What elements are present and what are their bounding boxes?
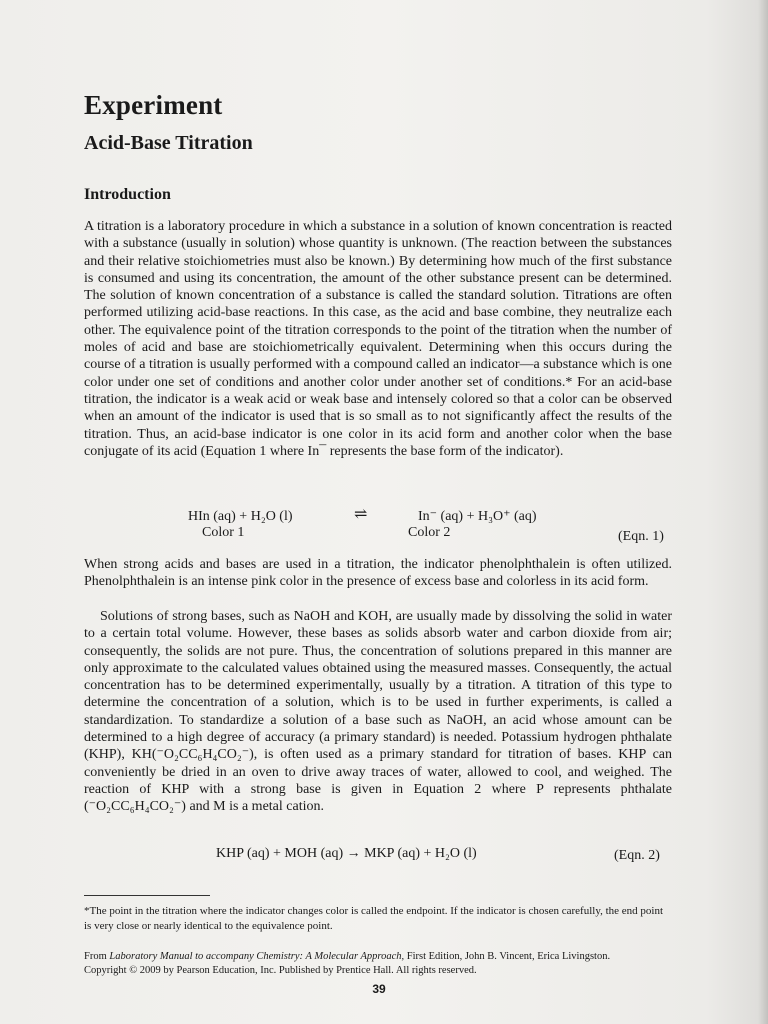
credit-copyright: Copyright © 2009 by Pearson Education, Inc. Published by Prentice Hall. All rights reserved. xyxy=(84,965,477,976)
credit-from: From xyxy=(84,951,107,962)
standardization-paragraph: Solutions of strong bases, such as NaOH and KOH, are usually made by dissolving the solid in water to a certain total volume. However, these bases as solids absorb water and carbon dioxide from air; consequently, the solids are not pure. Thus, the concentration of solutions prepared in this manner are only approximate to the calculated values obtained using the measured masses. Consequently, the actual concentration has to be determined experimentally, usually by a titration. A titration of this type to determine the concentration of a solution, which is to be used in further experiments, is called a standardization. To standardize a solution of a base such as NaOH, an acid whose amount can be determined to a high degree of accuracy (a primary standard) is needed. Potassium hydrogen phthalate (KHP), KH(⁻O₂CC₆H₄CO₂⁻), is often used as a primary standard for titration of bases. KHP can conveniently be dried in an oven to drive away traces of water, allowed to cool, and weighed. The reaction of KHP with a strong base is given in Equation 2 where P represents phthalate (⁻O₂CC₆H₄CO₂⁻) and M is a metal cation. xyxy=(84,609,672,815)
equation-1-number: (Eqn. 1) xyxy=(618,529,664,544)
equation-1-left-label: Color 1 xyxy=(202,525,245,540)
experiment-subtitle: Acid-Base Titration xyxy=(84,132,253,154)
equation-2-number: (Eqn. 2) xyxy=(614,848,660,863)
equation-2-text: KHP (aq) + MOH (aq) → MKP (aq) + H₂O (l) xyxy=(216,846,477,861)
credit-book-title: Laboratory Manual to accompany Chemistry: A Molecular Approach, xyxy=(109,951,405,962)
page-edge-shadow xyxy=(758,0,768,1024)
section-heading-introduction: Introduction xyxy=(84,186,171,203)
experiment-title: Experiment xyxy=(84,90,223,120)
source-credit xyxy=(84,950,674,978)
phenolphthalein-paragraph: When strong acids and bases are used in a titration, the indicator phenolphthalein is often utilized. Phenolphthalein is an intense pink color in the presence of excess base and colorless in its acid form. xyxy=(84,557,672,590)
equation-1-right-label: Color 2 xyxy=(408,525,451,540)
equation-1-left: HIn (aq) + H₂O (l) xyxy=(188,509,293,524)
credit-details: First Edition, John B. Vincent, Erica Livingston. xyxy=(406,951,611,962)
equilibrium-arrow-icon: ⇌ xyxy=(354,506,368,523)
intro-paragraph: A titration is a laboratory procedure in which a substance in a solution of known concentration is reacted with a substance (usually in solution) whose quantity is unknown. (The reaction between the substances and their relative stoichiometries must also be known.) By determining how much of the first substance is consumed and using its concentration, the amount of the other substance present can be determined. The solution of known concentration of a substance is called the standard solution. Titrations are often performed utilizing acid-base reactions. In this case, as the acid and base combine, they neutralize each other. The equivalence point of the titration corresponds to the point of the titration when the number of moles of acid and base are stoichiometrically equivalent. Determining when this occurs during the course of a titration is usually performed with a compound called an indicator—a substance which is one color under one set of conditions and another color under another set of conditions.* For an acid-base titration, the indicator is a weak acid or weak base and intensely colored so that a color can be observed when an amount of the indicator is used that is so small as to not significantly affect the results of the titration. Thus, an acid-base indicator is one color in its acid form and another color when the base conjugate of its acid (Equation 1 where In¯ represents the base form of the indicator). xyxy=(84,219,672,459)
footnote-divider xyxy=(84,895,210,896)
equation-1-right: In⁻ (aq) + H₃O⁺ (aq) xyxy=(418,509,537,524)
footnote: *The point in the titration where the indicator changes color is called the endpoint. If the indicator is chosen carefully, the end point is very close or nearly identical to the equivalence point. xyxy=(84,905,664,932)
page-number: 39 xyxy=(372,982,386,996)
